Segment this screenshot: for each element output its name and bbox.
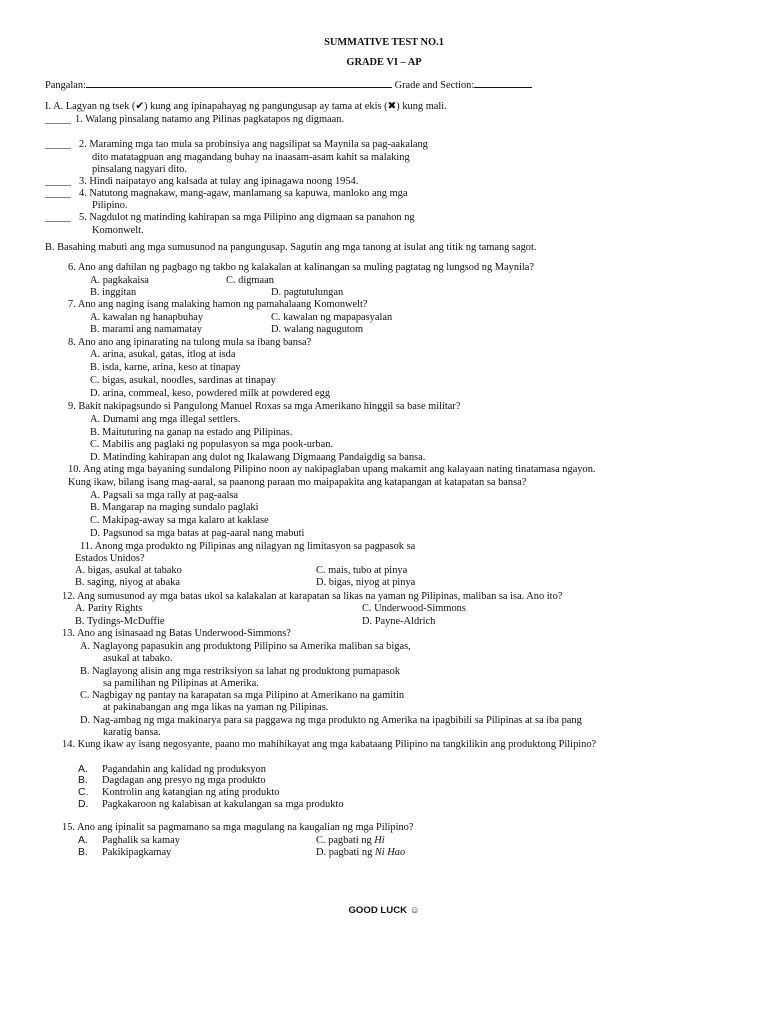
q13-option-b-cont: sa pamilihan ng Pilipinas at Amerika.	[103, 678, 259, 689]
item-2-text: 2. Maraming mga tao mula sa probinsiya ang nagsilipat sa Maynila sa pag-aakalang	[79, 139, 428, 150]
question-14: 14. Kung ikaw ay isang negosyante, paano mo mahihikayat ang mga kabataang Pilipino na tangkilikin ang produktong Pilipino?	[62, 739, 597, 750]
q10-option-a[interactable]: A. Pagsali sa mga rally at pag-aalsa	[90, 490, 239, 501]
page-title: SUMMATIVE TEST NO.1	[324, 37, 444, 48]
q15-option-c-word: Hi	[374, 835, 385, 846]
q6-option-b[interactable]: B. inggitan	[90, 287, 137, 298]
q11-option-a[interactable]: A. bigas, asukal at tabako	[75, 565, 182, 576]
q15-option-c[interactable]	[316, 835, 385, 847]
item-2-text-cont: dito matatagpuan ang magandang buhay na inaasam-asam kahit sa malaking	[92, 152, 410, 163]
question-11: 11. Anong mga produkto ng Pilipinas ang nilagyan ng limitasyon sa pagpasok sa	[80, 541, 416, 552]
question-11-cont: Estados Unidos?	[75, 553, 145, 564]
item-3-text: 3. Hindi naipatayo ang kalsada at tulay ang ipinagawa noong 1954.	[79, 176, 359, 187]
q12-option-b[interactable]: B. Tydings-McDuffie	[75, 616, 165, 627]
question-8: 8. Ano ano ang ipinarating na tulong mula sa ibang bansa?	[68, 337, 312, 348]
q12-option-c[interactable]: C. Underwood-Simmons	[362, 603, 466, 614]
q14-option-b-letter: B.	[78, 775, 88, 786]
q13-option-a[interactable]: A. Naglayong papasukin ang produktong Pilipino sa Amerika maliban sa bigas,	[80, 641, 411, 652]
q12-option-a[interactable]: A. Parity Rights	[75, 603, 143, 614]
q9-option-c[interactable]: C. Mabilis ang paglaki ng populasyon sa mga pook-urban.	[90, 439, 333, 450]
q14-option-c-letter: C.	[78, 787, 89, 798]
q13-option-c-cont: at pakinabangan ang mga likas na yaman ng Pilipinas.	[103, 702, 329, 713]
item-2-blank[interactable]: _____	[45, 139, 71, 150]
section-label: Grade and Section:	[394, 80, 475, 91]
name-blank[interactable]	[86, 78, 392, 88]
question-15: 15. Ano ang ipinalit sa pagmamano sa mga magulang na kaugalian ng mga Pilipino?	[62, 822, 414, 833]
question-12: 12. Ang sumusunod ay mga batas ukol sa kalakalan at karapatan sa likas na yaman ng Pilipinas, maliban sa isa. Ano ito?	[62, 591, 563, 602]
q7-option-c[interactable]: C. kawalan ng mapapasyalan	[271, 312, 393, 323]
q11-option-b[interactable]: B. saging, niyog at abaka	[75, 577, 181, 588]
q10-option-b[interactable]: B. Mangarap na maging sundalo paglaki	[90, 502, 259, 513]
q13-option-c[interactable]: C. Nagbigay ng pantay na karapatan sa mga Pilipino at Amerikano na gamitin	[80, 690, 405, 701]
section-blank[interactable]	[474, 78, 532, 88]
q15-option-b[interactable]: Pakikipagkamay	[102, 847, 172, 858]
q9-option-a[interactable]: A. Dumami ang mga illegal settlers.	[90, 414, 241, 425]
q8-option-c[interactable]: C. bigas, asukal, noodles, sardinas at tinapay	[90, 375, 276, 386]
q8-option-a[interactable]: A. arina, asukal, gatas, itlog at isda	[90, 349, 236, 360]
q15-option-d-word: Ni Hao	[374, 847, 406, 858]
question-13: 13. Ano ang isinasaad ng Batas Underwood-Simmons?	[62, 628, 291, 639]
q14-option-a-letter: A.	[78, 764, 88, 775]
q10-option-d[interactable]: D. Pagsunod sa mga batas at pag-aaral nang mabuti	[90, 528, 305, 539]
item-5-text-cont: Komonwelt.	[92, 225, 144, 236]
item-4-text-cont: Pilipino.	[92, 200, 128, 211]
q15-option-a-letter: A.	[78, 835, 88, 846]
q10-option-c[interactable]: C. Makipag-away sa mga kalaro at kaklase	[90, 515, 269, 526]
q6-option-a[interactable]: A. pagkakaisa	[90, 275, 149, 286]
item-4-text: 4. Natutong magnakaw, mang-agaw, manlamang sa kapuwa, manloko ang mga	[79, 188, 408, 199]
q14-option-d-letter: D.	[78, 799, 89, 810]
item-3-blank[interactable]: _____	[45, 176, 71, 187]
q15-option-d-prefix: D. pagbati ng	[316, 847, 375, 858]
item-5-text: 5. Nagdulot ng matinding kahirapan sa mga Pilipino ang digmaan sa panahon ng	[79, 212, 415, 223]
question-10: 10. Ang ating mga bayaning sundalong Pilipino noon ay nakipaglaban upang makamit ang kalayaan nating tinatamasa ngayon.	[68, 464, 596, 475]
part-a-instruction: I. A. Lagyan ng tsek (✔) kung ang ipinapahayag ng pangungusap ay tama at ekis (✖) kung mali.	[45, 101, 447, 112]
q15-option-a[interactable]: Paghalik sa kamay	[102, 835, 180, 846]
question-9: 9. Bakit nakipagsundo si Pangulong Manuel Roxas sa mga Amerikano hinggil sa base militar?	[68, 401, 461, 412]
name-label: Pangalan:	[45, 80, 86, 91]
q13-option-a-cont: asukal at tabako.	[103, 653, 173, 664]
q12-option-d[interactable]: D. Payne-Aldrich	[362, 616, 436, 627]
q11-option-c[interactable]: C. mais, tubo at pinya	[316, 565, 408, 576]
q15-option-d[interactable]	[316, 847, 405, 859]
name-line	[45, 78, 532, 92]
good-luck-closing: GOOD LUCK ☺	[348, 905, 420, 916]
q7-option-a[interactable]: A. kawalan ng hanapbuhay	[90, 312, 204, 323]
question-7: 7. Ano ang naging isang malaking hamon ng pamahalaang Komonwelt?	[68, 299, 368, 310]
q6-option-c[interactable]: C. digmaan	[226, 275, 274, 286]
q13-option-d-cont: karatig bansa.	[103, 727, 161, 738]
q15-option-b-letter: B.	[78, 847, 88, 858]
q15-option-c-prefix: C. pagbati ng	[316, 835, 375, 846]
q7-option-b[interactable]: B. marami ang namamatay	[90, 324, 202, 335]
item-1-blank[interactable]: _____	[45, 114, 71, 125]
q9-option-d[interactable]: D. Matinding kahirapan ang dulot ng Ikalawang Digmaang Pandaigdig sa bansa.	[90, 452, 426, 463]
q9-option-b[interactable]: B. Maituturing na ganap na estado ang Pilipinas.	[90, 427, 293, 438]
q14-option-a[interactable]: Pagandahin ang kalidad ng produksyon	[102, 764, 266, 775]
part-b-instruction: B. Basahing mabuti ang mga sumusunod na pangungusap. Sagutin ang mga tanong at isulat ang titik ng tamang sagot.	[45, 242, 537, 253]
item-1-text: 1. Walang pinsalang natamo ang Pilinas pagkatapos ng digmaan.	[75, 114, 345, 125]
q14-option-b[interactable]: Dagdagan ang presyo ng mga produkto	[102, 775, 266, 786]
page-subtitle: GRADE VI – AP	[346, 57, 422, 68]
question-6: 6. Ano ang dahilan ng pagbago ng takbo ng kalakalan at kalinangan sa muling pagtatag ng lungsod ng Maynila?	[68, 262, 535, 273]
q11-option-d[interactable]: D. bigas, niyog at pinya	[316, 577, 416, 588]
q8-option-b[interactable]: B. isda, karne, arina, keso at tinapay	[90, 362, 241, 373]
q14-option-c[interactable]: Kontrolin ang katangian ng ating produkto	[102, 787, 280, 798]
item-4-blank[interactable]: _____	[45, 188, 71, 199]
q8-option-d[interactable]: D. arina, commeal, keso, powdered milk at powdered egg	[90, 388, 331, 399]
question-10-cont: Kung ikaw, bilang isang mag-aaral, sa paanong paraan mo maipapakita ang katapangan at katapatan sa bansa?	[68, 477, 527, 488]
q13-option-d[interactable]: D. Nag-ambag ng mga makinarya para sa paggawa ng mga produkto ng Amerika na ipagbibili sa Pilipinas at sa iba pang	[80, 715, 582, 726]
q14-option-d[interactable]: Pagkakaroon ng kalabisan at kakulangan sa mga produkto	[102, 799, 344, 810]
q13-option-b[interactable]: B. Naglayong alisin ang mga restriksiyon sa lahat ng produktong pumapasok	[80, 666, 401, 677]
item-2-text-cont: pinsalang nagyari dito.	[92, 164, 187, 175]
q6-option-d[interactable]: D. pagtutulungan	[271, 287, 344, 298]
item-5-blank[interactable]: _____	[45, 212, 71, 223]
q7-option-d[interactable]: D. walang nagugutom	[271, 324, 364, 335]
